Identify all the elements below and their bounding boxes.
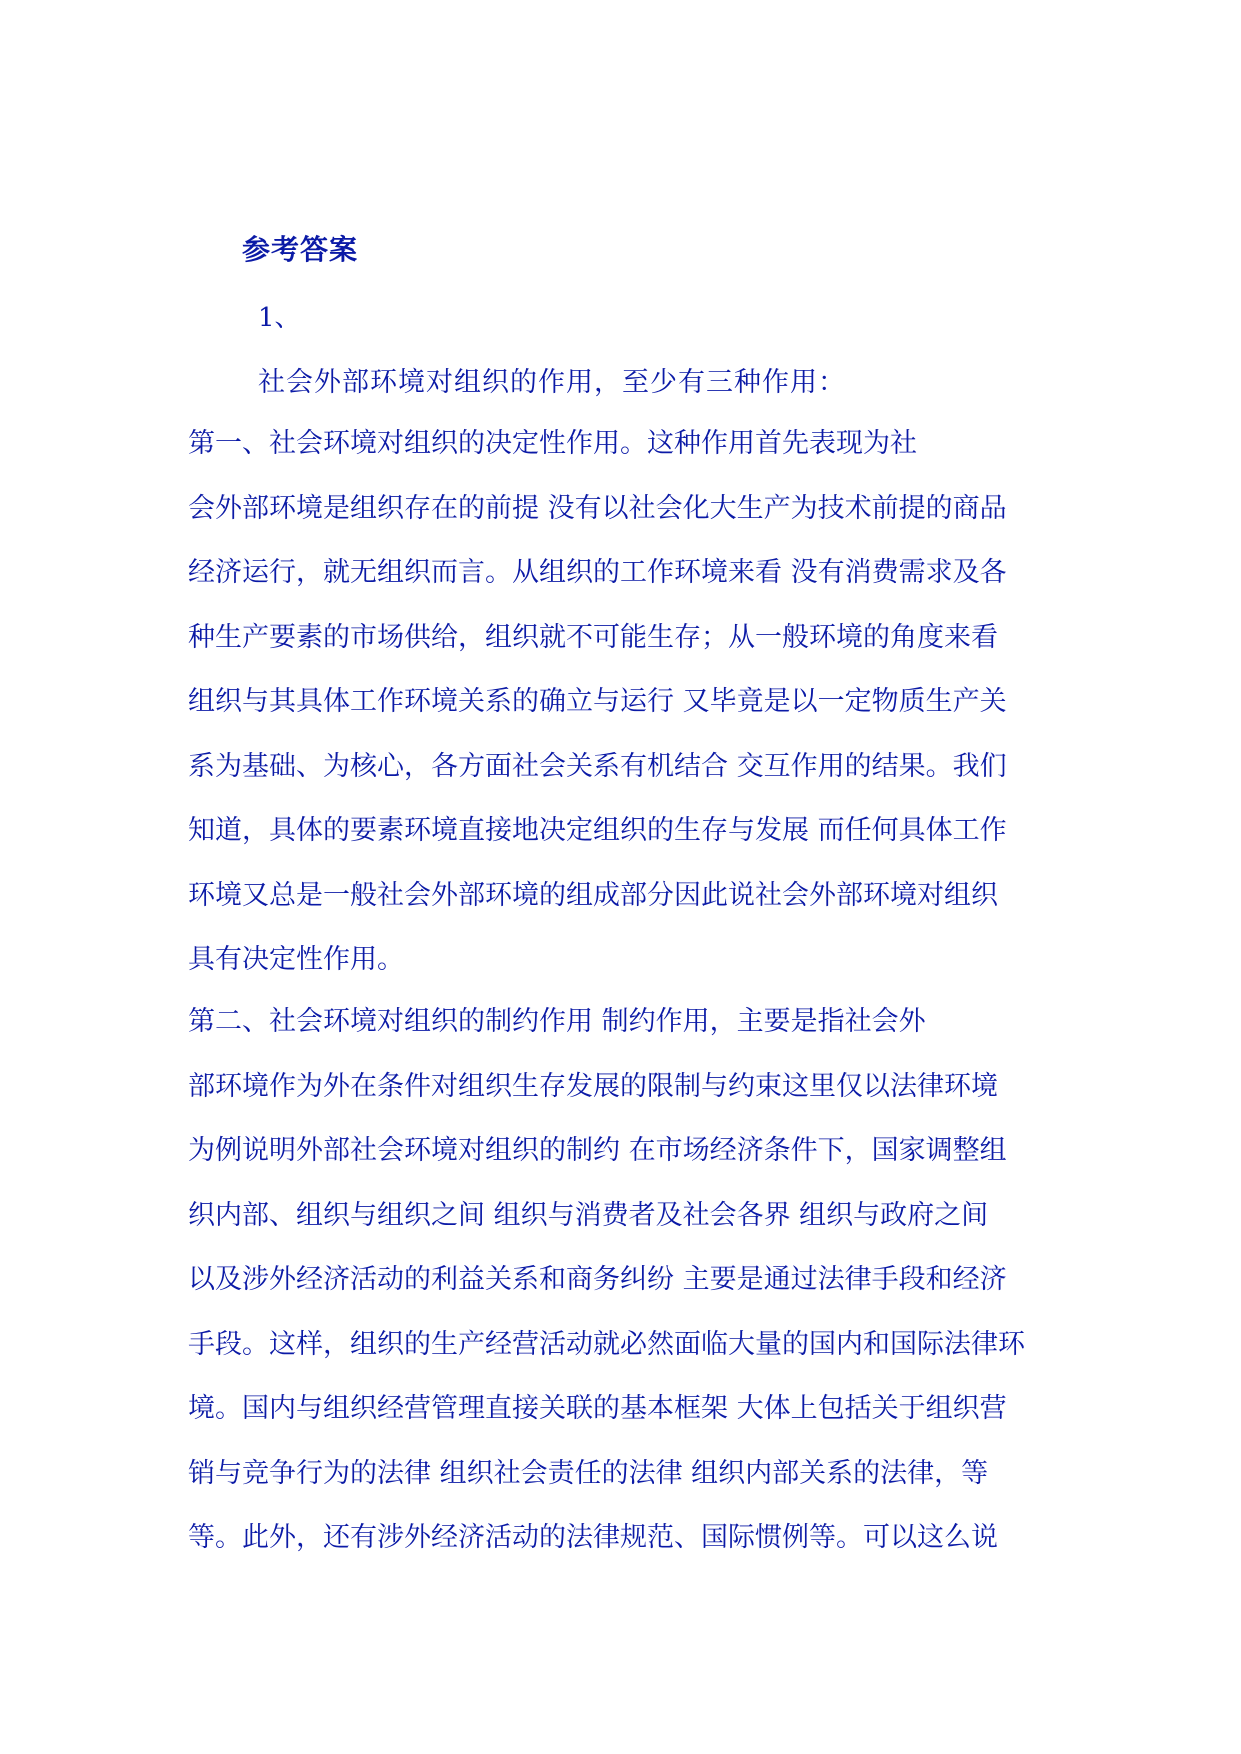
paragraph-line: 具有决定性作用。 (188, 944, 404, 975)
paragraph-line: 系为基础、为核心，各方面社会关系有机结合 交互作用的结果。我们 (188, 750, 1007, 782)
paragraph-2 (188, 990, 1068, 1571)
paragraph-line: 知道，具体的要素环境直接地决定组织的生存与发展 而任何具体工作 (188, 815, 1007, 846)
paragraph-1 (188, 412, 1068, 993)
paragraph-line: 会外部环境是组织存在的前提 没有以社会化大生产为技术前提的商品 (188, 492, 1007, 524)
paragraph-line: 第二、社会环境对组织的制约作用 制约作用，主要是指社会外 (188, 1006, 926, 1037)
paragraph-line: 为例说明外部社会环境对组织的制约 在市场经济条件下，国家调整组 (188, 1135, 1007, 1166)
paragraph-line: 环境又总是一般社会外部环境的组成部分因此说社会外部环境对组织 (188, 879, 998, 911)
paragraph-line: 织内部、组织与组织之间 组织与消费者及社会各界 组织与政府之间 (188, 1199, 989, 1231)
paragraph-line: 部环境作为外在条件对组织生存发展的限制与约束这里仅以法律环境 (188, 1070, 998, 1102)
paragraph-line: 经济运行，就无组织而言。从组织的工作环境来看 没有消费需求及各 (188, 557, 1007, 588)
paragraph-line: 组织与其具体工作环境关系的确立与运行 又毕竟是以一定物质生产关 (188, 686, 1007, 717)
page-heading: 参考答案 (242, 233, 359, 266)
paragraph-line: 种生产要素的市场供给，组织就不可能生存；从一般环境的角度来看 (188, 621, 998, 653)
paragraph-line: 境。国内与组织经营管理直接关联的基本框架 大体上包括关于组织营 (188, 1393, 1007, 1424)
intro-sentence: 社会外部环境对组织的作用，至少有三种作用： (258, 367, 846, 398)
paragraph-line: 以及涉外经济活动的利益关系和商务纠纷 主要是通过法律手段和经济 (188, 1264, 1007, 1295)
paragraph-line: 手段。这样，组织的生产经营活动就必然面临大量的国内和国际法律环 (188, 1328, 1025, 1360)
paragraph-line: 第一、社会环境对组织的决定性作用。这种作用首先表现为社 (188, 428, 917, 459)
paragraph-line: 等。此外，还有涉外经济活动的法律规范、国际惯例等。可以这么说 (188, 1522, 998, 1553)
item-number: 1、 (258, 303, 301, 333)
paragraph-line: 销与竞争行为的法律 组织社会责任的法律 组织内部关系的法律，等 (188, 1457, 989, 1489)
